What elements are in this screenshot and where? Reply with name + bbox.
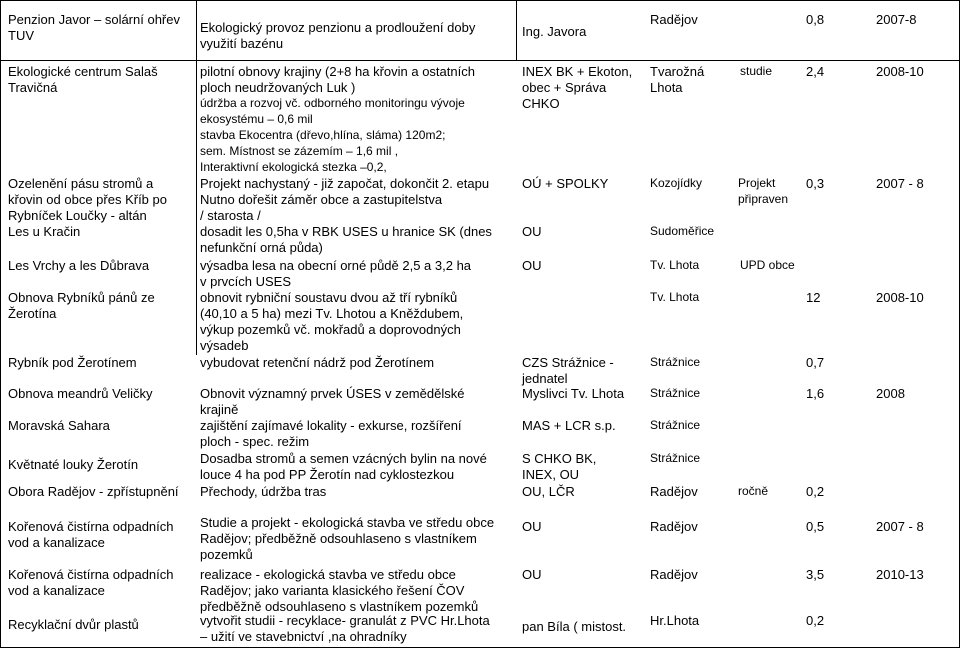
- project-implementer: OU: [522, 567, 542, 582]
- project-description: Studie a projekt - ekologická stavba ve středu obce: [200, 515, 495, 530]
- project-description: pilotní obnovy krajiny (2+8 ha křovin a ostatních: [200, 64, 475, 79]
- project-implementer: pan Bíla ( mistost.: [522, 619, 627, 634]
- project-implementer: S CHKO BK,: [522, 451, 597, 466]
- project-locality: Strážnice: [650, 418, 701, 432]
- project-description: / starosta /: [200, 208, 261, 223]
- project-category: studie: [740, 64, 773, 78]
- project-locality: Strážnice: [650, 451, 701, 465]
- project-description: Přechody, údržba tras: [200, 484, 327, 499]
- project-implementer: CZS Strážnice -: [522, 355, 614, 370]
- project-locality: Radějov: [650, 519, 698, 534]
- project-description: v prvcích USES: [200, 274, 292, 289]
- project-locality: Tvarožná: [650, 64, 705, 79]
- project-name: Rybník pod Žerotínem: [8, 355, 137, 370]
- project-description: výkup pozemků vč. mokřadů a doprovodných: [200, 322, 461, 337]
- project-description: pozemků: [200, 547, 253, 562]
- project-locality: Lhota: [650, 80, 683, 95]
- project-name: Ozelenění pásu stromů a: [8, 176, 154, 191]
- project-locality: Hr.Lhota: [650, 613, 700, 628]
- project-implementer: OÚ + SPOLKY: [522, 176, 609, 191]
- project-name: Rybníček Loučky - altán: [8, 208, 147, 223]
- project-implementer: INEX, OU: [522, 467, 580, 482]
- project-locality: Strážnice: [650, 355, 701, 369]
- project-description: Radějov; předběžně odsouhlaseno s vlastníkem: [200, 531, 477, 546]
- project-name: Recyklační dvůr plastů: [8, 617, 139, 632]
- project-description: – užití ve stavebnictví ,na ohradníky: [200, 629, 407, 644]
- project-amount: 0,2: [806, 613, 825, 628]
- project-name: Kořenová čistírna odpadních: [8, 567, 174, 582]
- table-rule: [0, 0, 1, 648]
- project-date: 2008-10: [876, 64, 924, 79]
- project-locality: Tv. Lhota: [650, 258, 700, 272]
- project-description: dosadit les 0,5ha v RBK USES u hranice SK (dnes: [200, 224, 492, 239]
- project-amount: 0,3: [806, 176, 825, 191]
- project-date: 2010-13: [876, 567, 924, 582]
- project-locality: Strážnice: [650, 386, 701, 400]
- project-description: Projekt nachystaný - již započat, dokončit 2. etapu: [200, 176, 490, 191]
- project-description: ploch - spec. režim: [200, 434, 310, 449]
- project-description: výsadba lesa na obecní orné půdě 2,5 a 3,2 ha: [200, 258, 472, 273]
- project-description: Dosadba stromů a semen vzácných bylin na nové: [200, 451, 487, 466]
- project-implementer: CHKO: [522, 96, 560, 111]
- project-description: předběžně odsouhlaseno s vlastníkem pozemků: [200, 599, 479, 614]
- project-implementer: INEX BK + Ekoton,: [522, 64, 633, 79]
- table-rule: [0, 0, 960, 1]
- project-category: UPD obce: [740, 258, 795, 272]
- project-amount: 2,4: [806, 64, 825, 79]
- project-amount: 0,5: [806, 519, 825, 534]
- project-implementer: OU: [522, 224, 542, 239]
- project-description: Obnovit významný prvek ÚSES v zemědělské: [200, 386, 465, 401]
- project-implementer: jednatel: [522, 371, 568, 386]
- project-description: zajištění zajímavé lokality - exkurse, rozšíření: [200, 418, 462, 433]
- project-implementer: Ing. Javora: [522, 24, 587, 39]
- project-description: výsadeb: [200, 338, 249, 353]
- project-amount: 0,8: [806, 12, 825, 27]
- project-amount: 12: [806, 290, 821, 305]
- project-name: Kořenová čistírna odpadních: [8, 519, 174, 534]
- project-description: nefunkční orná půda): [200, 240, 323, 255]
- project-description: stavba Ekocentra (dřevo,hlína, sláma) 120m2;: [200, 128, 446, 142]
- project-implementer: OU: [522, 519, 542, 534]
- project-locality: Kozojídky: [650, 176, 703, 190]
- project-implementer: OU: [522, 258, 542, 273]
- project-date: 2007 - 8: [876, 519, 924, 534]
- project-description: Nutno dořešit záměr obce a zastupitelstva: [200, 192, 443, 207]
- table-rule: [516, 0, 517, 60]
- project-date: 2007-8: [876, 12, 917, 27]
- project-amount: 0,2: [806, 484, 825, 499]
- project-name: Moravská Sahara: [8, 418, 110, 433]
- project-name: Penzion Javor – solární ohřev: [8, 12, 180, 27]
- project-description: Interaktivní ekologická stezka –0,2,: [200, 160, 387, 174]
- project-description: sem. Místnost se zázemím – 1,6 mil ,: [200, 144, 399, 158]
- project-locality: Radějov: [650, 484, 698, 499]
- project-name: Obora Radějov - zpřístupnění: [8, 484, 179, 499]
- project-amount: 1,6: [806, 386, 825, 401]
- project-name: Obnova meandrů Veličky: [8, 386, 153, 401]
- table-rule: [196, 0, 197, 355]
- project-implementer: OU, LČR: [522, 484, 575, 499]
- project-description: ekosystému – 0,6 mil: [200, 112, 313, 126]
- project-description: údržba a rozvoj vč. odborného monitoringu vývoje: [200, 96, 465, 110]
- project-locality: Radějov: [650, 567, 698, 582]
- project-date: 2008: [876, 386, 905, 401]
- project-description: vytvořit studii - recyklace- granulát z PVC Hr.Lhota: [200, 613, 490, 628]
- project-date: 2007 - 8: [876, 176, 924, 191]
- project-name: vod a kanalizace: [8, 583, 105, 598]
- project-implementer: obec + Správa: [522, 80, 607, 95]
- project-name: Travičná: [8, 80, 58, 95]
- project-name: Les u Kračin: [8, 224, 81, 239]
- project-description: Ekologický provoz penzionu a prodloužení doby: [200, 20, 476, 35]
- project-name: Obnova Rybníků pánů ze: [8, 290, 155, 305]
- project-amount: 0,7: [806, 355, 825, 370]
- project-name: křovin od obce přes Kříb po: [8, 192, 167, 207]
- table-rule: [0, 60, 960, 61]
- project-description: využití bazénu: [200, 36, 284, 51]
- project-description: (40,10 a 5 ha) mezi Tv. Lhotou a Kněždubem,: [200, 306, 464, 321]
- project-category: ročně: [738, 484, 769, 498]
- project-category: připraven: [738, 192, 789, 206]
- project-name: TUV: [8, 28, 34, 43]
- project-description: Radějov; jako varianta klasického řešení ČOV: [200, 583, 465, 598]
- project-name: Ekologické centrum Salaš: [8, 64, 158, 79]
- project-amount: 3,5: [806, 567, 825, 582]
- project-description: vybudovat retenční nádrž pod Žerotínem: [200, 355, 435, 370]
- project-category: Projekt: [738, 176, 776, 190]
- project-date: 2008-10: [876, 290, 924, 305]
- project-description: krajině: [200, 402, 239, 417]
- project-description: ploch neudržovaných Luk ): [200, 80, 356, 95]
- project-name: vod a kanalizace: [8, 535, 105, 550]
- project-implementer: MAS + LCR s.p.: [522, 418, 616, 433]
- project-description: obnovit rybniční soustavu dvou až tří rybníků: [200, 290, 458, 305]
- project-description: louce 4 ha pod PP Žerotín nad cyklostezkou: [200, 467, 455, 482]
- project-locality: Sudoměřice: [650, 224, 715, 238]
- project-description: realizace - ekologická stavba ve středu obce: [200, 567, 456, 582]
- project-name: Žerotína: [8, 306, 57, 321]
- project-locality: Tv. Lhota: [650, 290, 700, 304]
- project-implementer: Myslivci Tv. Lhota: [522, 386, 625, 401]
- project-locality: Radějov: [650, 12, 698, 27]
- project-name: Květnaté louky Žerotín: [8, 457, 139, 472]
- project-name: Les Vrchy a les Důbrava: [8, 258, 150, 273]
